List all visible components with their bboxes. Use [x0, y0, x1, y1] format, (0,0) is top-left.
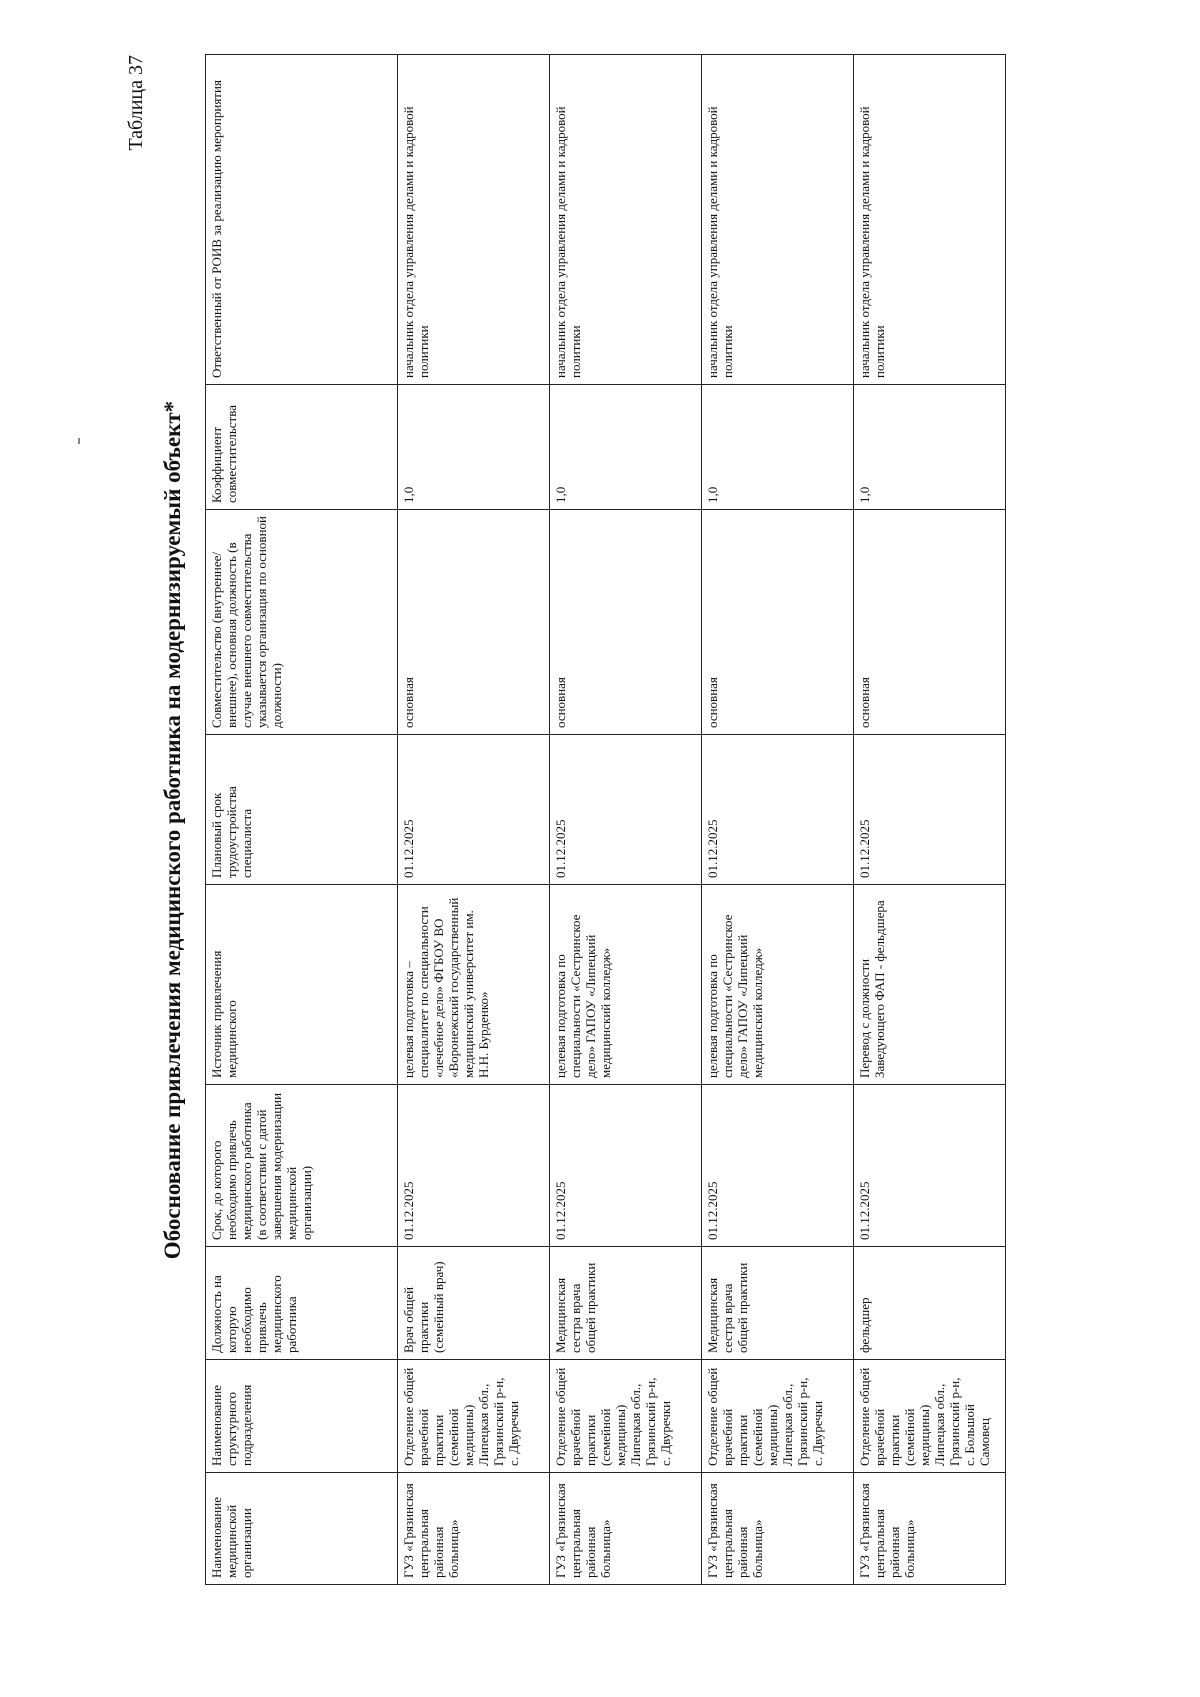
source-cell: целевая подготовка по специальности «Сестринское дело» ГАПОУ «Липецкий медицинский колледж»: [702, 885, 854, 1085]
source-cell: целевая подготовка по специальности «Сестринское дело» ГАПОУ «Липецкий медицинский колледж»: [550, 885, 702, 1085]
org-cell: ГУЗ «Грязинская центральная районная больница»: [702, 1473, 854, 1585]
unit-cell: Отделение общей врачебной практики (семейной медицины) Липецкая обл., Грязинский р-н, с. Двуречки: [398, 1360, 550, 1473]
combination-cell: основная: [550, 510, 702, 735]
planned-date-cell: 01.12.2025: [550, 735, 702, 885]
org-cell: ГУЗ «Грязинская центральная районная больница»: [854, 1473, 1006, 1585]
document-title: Обоснование привлечения медицинского работника на модернизируемый объект*: [160, 400, 185, 1260]
header-cell: Наименование структурного подразделения: [206, 1360, 398, 1473]
combination-cell: основная: [702, 510, 854, 735]
rotated-sheet: [105, 15, 1105, 1645]
responsible-cell: начальник отдела управления делами и кадровой политики: [854, 55, 1006, 385]
coefficient-cell: 1,0: [854, 385, 1006, 510]
header-cell: Срок, до которого необходимо привлечь медицинского работника (в соответствии с датой завершения модернизации медицинской организации): [206, 1085, 398, 1247]
header-cell: Коэффициент совместительства: [206, 385, 398, 510]
position-cell: фельдшер: [854, 1247, 1006, 1360]
planned-date-cell: 01.12.2025: [702, 735, 854, 885]
justification-table: [205, 54, 1006, 1585]
header-cell: Наименование медицинской организации: [206, 1473, 398, 1585]
deadline-cell: 01.12.2025: [854, 1085, 1006, 1247]
table-number: Таблица 37: [125, 55, 147, 151]
scan-mark: [78, 438, 80, 444]
unit-cell: Отделение общей врачебной практики (семейной медицины) Липецкая обл., Грязинский р-н, с. Большой Самовец: [854, 1360, 1006, 1473]
planned-date-cell: 01.12.2025: [854, 735, 1006, 885]
org-cell: ГУЗ «Грязинская центральная районная больница»: [398, 1473, 550, 1585]
deadline-cell: 01.12.2025: [550, 1085, 702, 1247]
deadline-cell: 01.12.2025: [702, 1085, 854, 1247]
coefficient-cell: 1,0: [550, 385, 702, 510]
header-cell: Ответственный от РОИВ за реализацию мероприятия: [206, 55, 398, 385]
source-cell: целевая подготовка – специалитет по специальности «лечебное дело» ФГБОУ ВО «Воронежский государственный медицинский университет им. Н.Н. Бурденко»: [398, 885, 550, 1085]
position-cell: Медицинская сестра врача общей практики: [550, 1247, 702, 1360]
table-row: [702, 55, 854, 1585]
responsible-cell: начальник отдела управления делами и кадровой политики: [398, 55, 550, 385]
position-cell: Медицинская сестра врача общей практики: [702, 1247, 854, 1360]
table-row: [550, 55, 702, 1585]
unit-cell: Отделение общей врачебной практики (семейной медицины) Липецкая обл., Грязинский р-н, с. Двуречки: [550, 1360, 702, 1473]
combination-cell: основная: [854, 510, 1006, 735]
unit-cell: Отделение общей врачебной практики (семейной медицины) Липецкая обл., Грязинский р-н, с. Двуречки: [702, 1360, 854, 1473]
combination-cell: основная: [398, 510, 550, 735]
header-cell: Совместительство (внутреннее/внешнее), основная должность (в случае внешнего совместительства указывается организация по основной должности): [206, 510, 398, 735]
responsible-cell: начальник отдела управления делами и кадровой политики: [702, 55, 854, 385]
source-cell: Перевод с должности Заведующего ФАП - фельдшера: [854, 885, 1006, 1085]
deadline-cell: 01.12.2025: [398, 1085, 550, 1247]
responsible-cell: начальник отдела управления делами и кадровой политики: [550, 55, 702, 385]
table-row: [854, 55, 1006, 1585]
header-cell: Источник привлечения медицинского: [206, 885, 398, 1085]
coefficient-cell: 1,0: [398, 385, 550, 510]
planned-date-cell: 01.12.2025: [398, 735, 550, 885]
table-row: [398, 55, 550, 1585]
org-cell: ГУЗ «Грязинская центральная районная больница»: [550, 1473, 702, 1585]
header-cell: Плановый срок трудоустройства специалиста: [206, 735, 398, 885]
coefficient-cell: 1,0: [702, 385, 854, 510]
header-row: [206, 55, 398, 1585]
position-cell: Врач общей практики (семейный врач): [398, 1247, 550, 1360]
header-cell: Должность на которую необходимо привлечь медицинского работника: [206, 1247, 398, 1360]
